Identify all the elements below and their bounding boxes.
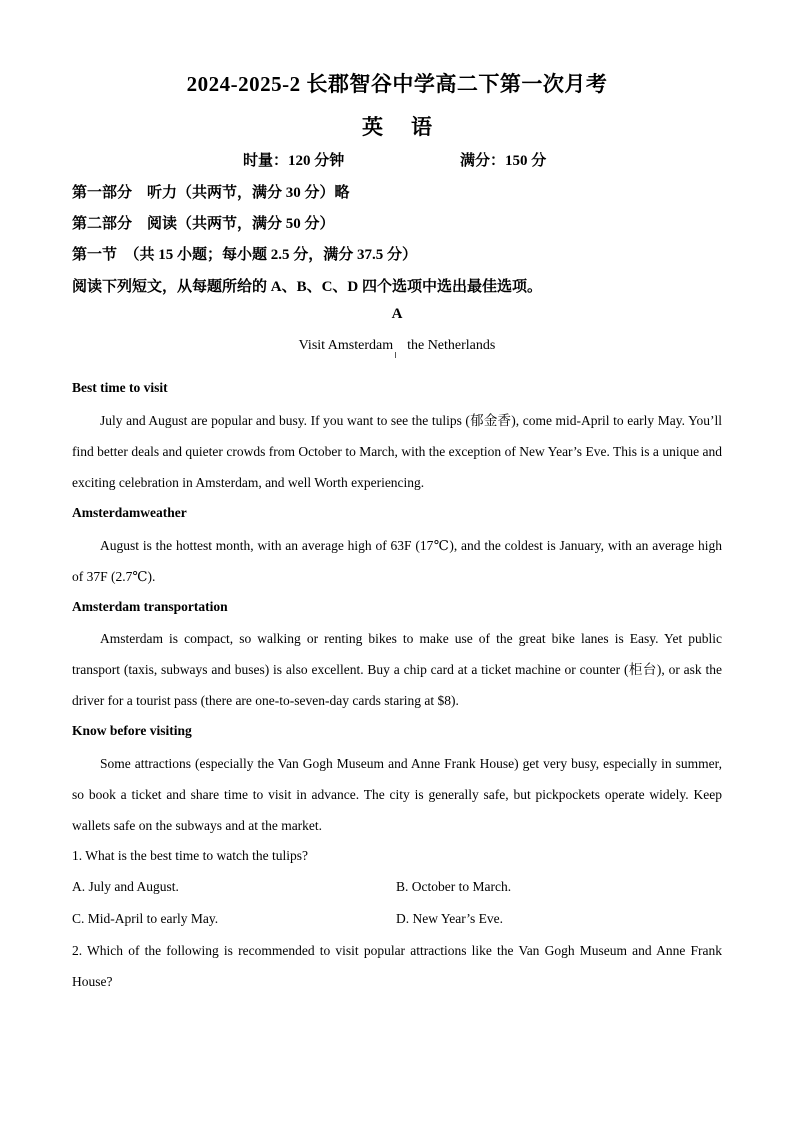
heading-know-before: Know before visiting (72, 723, 192, 738)
passage-title-right: the Netherlands (407, 338, 496, 353)
passage-title-left: Visit Amsterdam (298, 338, 394, 353)
full-score: 满分：150 分 (460, 153, 547, 169)
passage-title (0, 338, 794, 354)
part-two-heading: 第二部分 阅读（共两节，满分 50 分） (72, 216, 335, 232)
paragraph-best-time: July and August are popular and busy. If you want to see the tulips (郁金香), come mid-April to early May. You’ll find better deals and quieter crowds from October to March, with the exception of New Year’s Eve. This is a unique and exciting celebration in Amsterdam, and well Worth experiencing. (72, 413, 722, 490)
question-1-option-d: D. New Year’s Eve. (396, 911, 503, 926)
question-1-option-c: C. Mid-April to early May. (72, 911, 219, 926)
exam-title: 2024-2025-2 长郡智谷中学高二下第一次月考 (186, 72, 608, 96)
question-1-stem: 1. What is the best time to watch the tulips? (72, 848, 308, 863)
paragraph-weather: August is the hottest month, with an average high of 63F (17℃), and the coldest is January, with an average high of 37F (2.7℃). (72, 538, 722, 584)
blank-mark (395, 352, 396, 358)
exam-duration: 时量：120 分钟 (243, 153, 345, 169)
heading-weather: Amsterdamweather (72, 505, 187, 520)
paragraph-transportation: Amsterdam is compact, so walking or renting bikes to make use of the great bike lanes is Easy. Yet public transport (taxis, subways and buses) is also excellent. Buy a chip card at a ticket machine or counter (柜台), or ask the driver for a tourist pass (there are one-to-seven-day cards staring at $8). (72, 631, 722, 708)
part-one-heading: 第一部分 听力（共两节，满分 30 分）略 (72, 185, 350, 201)
heading-best-time: Best time to visit (72, 380, 168, 395)
passage-label: A (391, 306, 403, 322)
subject-title: 英语 (362, 115, 460, 139)
paragraph-know-before: Some attractions (especially the Van Gogh Museum and Anne Frank House) get very busy, especially in summer, so book a ticket and share time to visit in advance. The city is generally safe, but pickpockets operate widely. Keep wallets safe on the subways and at the market. (72, 756, 722, 833)
instructions: 阅读下列短文，从每题所给的 A、B、C、D 四个选项中选出最佳选项。 (72, 279, 543, 295)
question-1-option-a: A. July and August. (72, 879, 179, 894)
question-1-option-b: B. October to March. (396, 879, 512, 894)
heading-transportation: Amsterdam transportation (72, 599, 228, 614)
section-one-heading: 第一节 （共 15 小题；每小题 2.5 分，满分 37.5 分） (72, 247, 418, 263)
question-2-stem: 2. Which of the following is recommended to visit popular attractions like the Van Gogh Museum and Anne Frank House? (72, 943, 722, 989)
